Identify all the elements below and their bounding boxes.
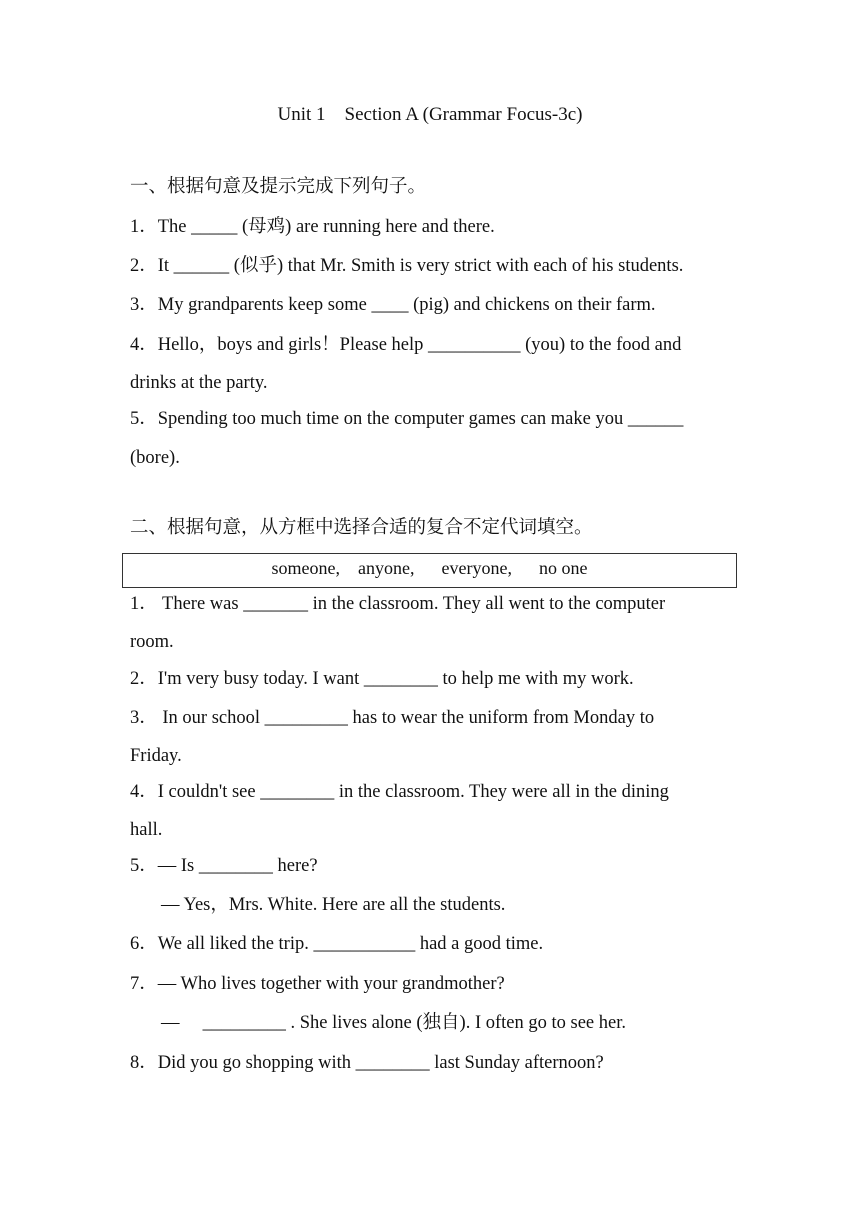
part2-question-4-line1: 4．I couldn't see ________ in the classroom. They were all in the dining [130, 782, 669, 802]
part2-question-1-line2: room. [130, 632, 174, 652]
part2-question-1-line1: 1． There was _______ in the classroom. They all went to the computer [130, 594, 666, 614]
part2-question-4-line2: hall. [130, 820, 163, 840]
part2-heading: 二、根据句意，从方框中选择合适的复合不定代词填空。 [130, 518, 593, 538]
part1-question-4-line2: drinks at the party. [130, 373, 268, 393]
part1-question-5-line1: 5．Spending too much time on the computer games can make you ______ [130, 409, 684, 429]
part2-question-8: 8．Did you go shopping with ________ last Sunday afternoon? [130, 1053, 604, 1073]
part2-question-5-line1: 5．— Is ________ here? [130, 856, 318, 876]
part1-question-5-line2: (bore). [130, 448, 180, 468]
word-box-options: someone, anyone, everyone, no one [271, 558, 588, 578]
part2-question-3-line2: Friday. [130, 746, 182, 766]
part1-question-3: 3．My grandparents keep some ____ (pig) and chickens on their farm. [130, 295, 656, 315]
part2-question-6: 6．We all liked the trip. ___________ had a good time. [130, 934, 544, 954]
part1-question-1: 1．The _____ (母鸡) are running here and there. [130, 217, 495, 237]
page-title: Unit 1 Section A (Grammar Focus-3c) [277, 104, 583, 125]
word-box [122, 553, 737, 588]
part2-question-7-line1: 7．— Who lives together with your grandmother? [130, 974, 505, 994]
part1-question-4-line1: 4．Hello，boys and girls！Please help __________ (you) to the food and [130, 335, 682, 355]
part2-question-3-line1: 3． In our school _________ has to wear the uniform from Monday to [130, 708, 655, 728]
part1-question-2: 2．It ______ (似乎) that Mr. Smith is very strict with each of his students. [130, 256, 684, 276]
part2-question-2: 2．I'm very busy today. I want ________ to help me with my work. [130, 669, 634, 689]
part1-heading: 一、根据句意及提示完成下列句子。 [130, 177, 427, 197]
part2-question-5-line2: — Yes，Mrs. White. Here are all the students. [161, 895, 506, 915]
part2-question-7-line2: — _________ . She lives alone (独自). I often go to see her. [161, 1013, 626, 1033]
